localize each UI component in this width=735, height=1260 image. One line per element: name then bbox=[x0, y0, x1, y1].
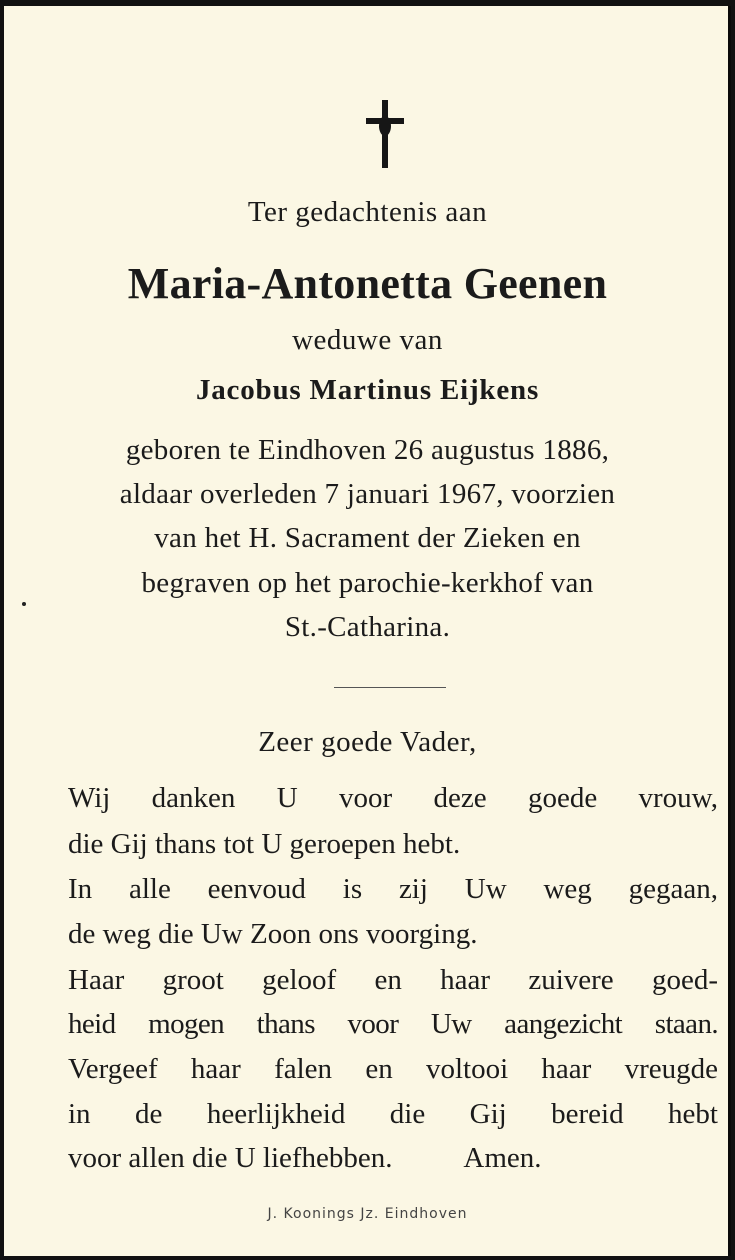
printer-credit: J. Koonings Jz. Eindhoven bbox=[267, 1206, 468, 1222]
spouse-name: Jacobus Martinus Eijkens bbox=[195, 374, 540, 406]
cross-icon bbox=[364, 98, 406, 170]
prayer-line: die Gij thans tot U geroepen hebt. bbox=[68, 828, 461, 860]
relation-text: weduwe van bbox=[292, 324, 443, 356]
prayer-salutation: Zeer goede Vader, bbox=[258, 726, 477, 758]
prayer-line: de weg die Uw Zoon ons voorging. bbox=[68, 918, 478, 950]
prayer-line: In alle eenvoud is zij Uw weg gegaan, bbox=[68, 873, 718, 905]
biography-line: begraven op het parochie-kerkhof van bbox=[141, 567, 594, 599]
paper-speck bbox=[22, 602, 26, 606]
intro-text: Ter gedachtenis aan bbox=[247, 196, 488, 228]
biography-line: geboren te Eindhoven 26 augustus 1886, bbox=[125, 434, 610, 466]
prayer-line: heid mogen thans voor Uw aangezicht staan. bbox=[68, 1008, 718, 1040]
prayer-line: Wij danken U voor deze goede vrouw, bbox=[68, 782, 718, 814]
memorial-card bbox=[4, 6, 731, 1256]
prayer-line: Vergeef haar falen en voltooi haar vreugde bbox=[68, 1053, 718, 1085]
biography-line: van het H. Sacrament der Zieken en bbox=[154, 522, 581, 554]
deceased-name: Maria-Antonetta Geenen bbox=[127, 259, 608, 308]
prayer-line: in de heerlijkheid die Gij bereid hebt bbox=[68, 1098, 718, 1130]
biography-line: aldaar overleden 7 januari 1967, voorzien bbox=[119, 478, 616, 510]
biography-line: St.-Catharina. bbox=[284, 611, 451, 643]
prayer-line: voor allen die U liefhebben. Amen. bbox=[68, 1142, 542, 1174]
prayer-line: Haar groot geloof en haar zuivere goed- bbox=[68, 964, 718, 996]
divider bbox=[334, 687, 446, 688]
